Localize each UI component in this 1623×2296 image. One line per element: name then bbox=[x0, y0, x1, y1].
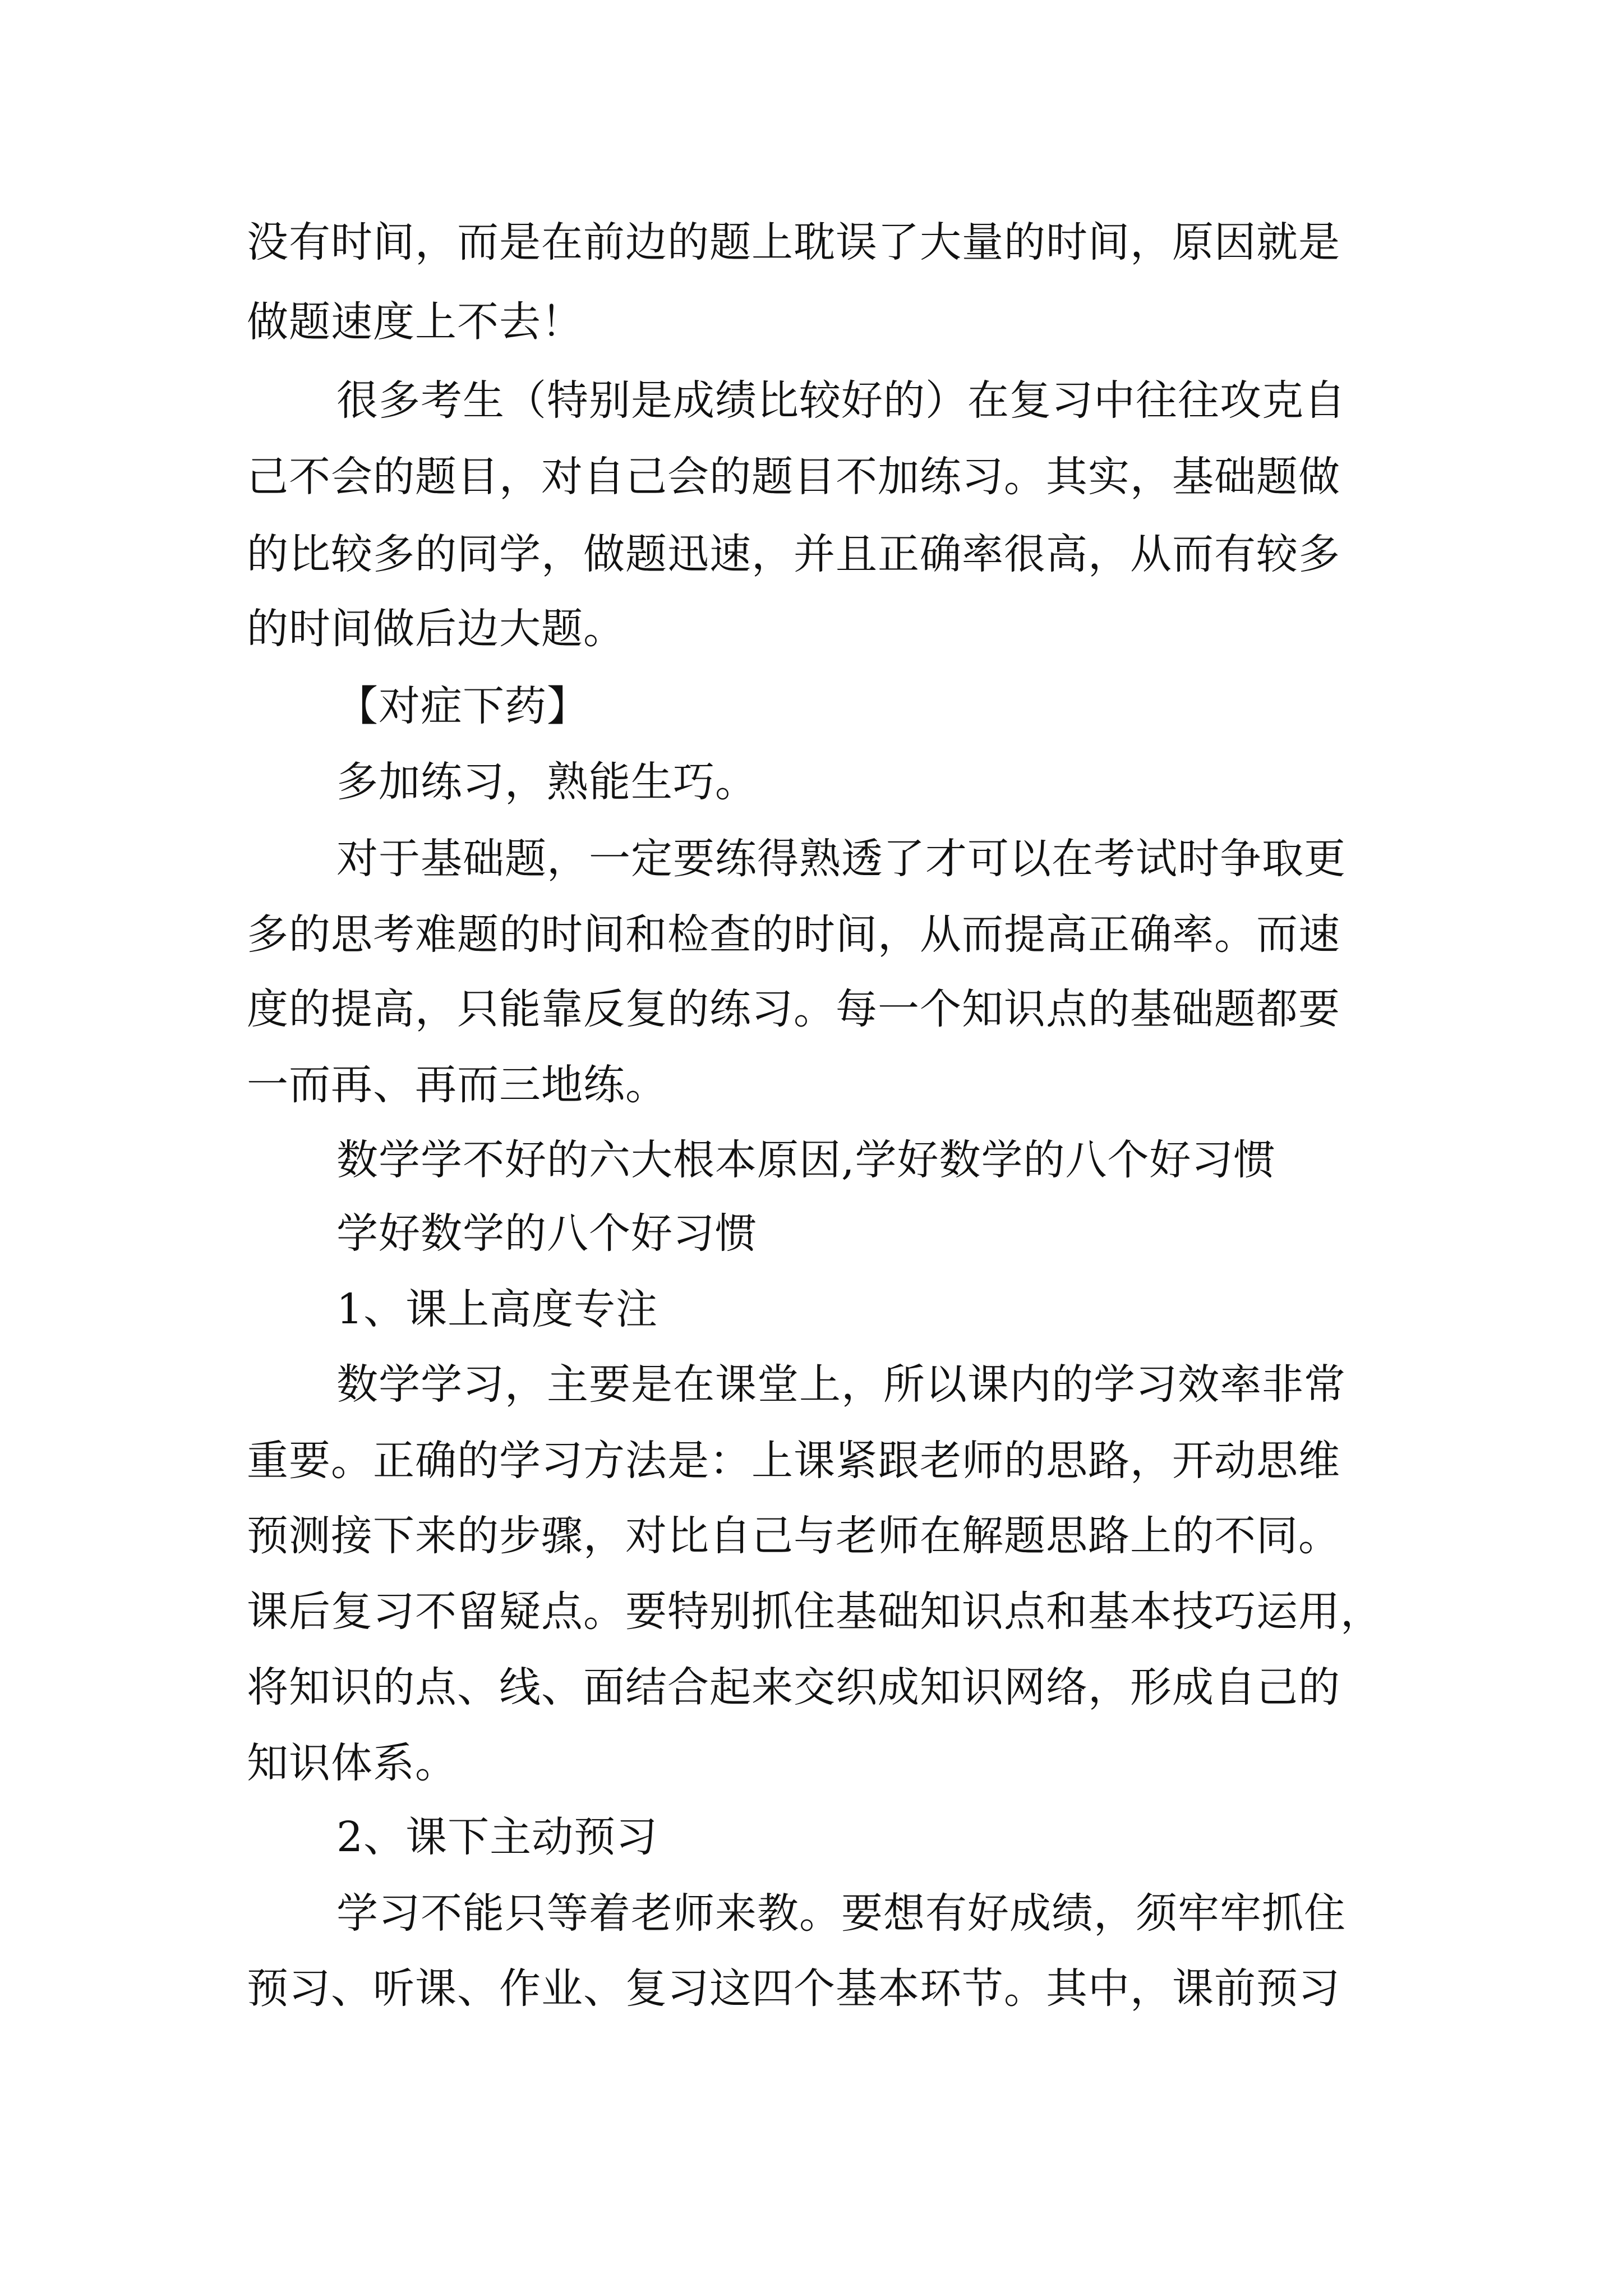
text-line: 很多考生（特别是成绩比较好的）在复习中往往攻克自 bbox=[336, 376, 1346, 425]
text-line: 己不会的题目，对自己会的题目不加练习。其实，基础题做 bbox=[247, 453, 1340, 501]
text-line: 对于基础题，一定要练得熟透了才可以在考试时争取更 bbox=[336, 835, 1346, 883]
text-line: 一而再、再而三地练。 bbox=[247, 1061, 667, 1109]
text-line: 预测接下来的步骤，对比自己与老师在解题思路上的不同。 bbox=[247, 1512, 1340, 1560]
section-heading: 【对症下药】 bbox=[336, 682, 589, 730]
text-line: 数学学不好的六大根本原因,学好数学的八个好习惯 bbox=[336, 1136, 1276, 1184]
text-line: 多加练习，熟能生巧。 bbox=[336, 758, 757, 806]
text-line: 将知识的点、线、面结合起来交织成知识网络，形成自己的 bbox=[247, 1663, 1340, 1711]
text-line: 没有时间，而是在前边的题上耽误了大量的时间，原因就是 bbox=[247, 218, 1340, 266]
text-line: 多的思考难题的时间和检查的时间，从而提高正确率。而速 bbox=[247, 910, 1340, 959]
text-line: 的比较多的同学，做题迅速，并且正确率很高，从而有较多 bbox=[247, 530, 1340, 578]
text-line: 课后复习不留疑点。要特别抓住基础知识点和基本技巧运用， bbox=[247, 1588, 1382, 1636]
text-line: 重要。正确的学习方法是：上课紧跟老师的思路，开动思维 bbox=[247, 1437, 1340, 1485]
section-heading: 学好数学的八个好习惯 bbox=[336, 1209, 757, 1258]
text-line: 的时间做后边大题。 bbox=[247, 605, 625, 653]
text-line: 学习不能只等着老师来教。要想有好成绩，须牢牢抓住 bbox=[336, 1889, 1346, 1938]
text-line: 做题速度上不去！ bbox=[247, 298, 583, 346]
text-line: 度的提高，只能靠反复的练习。每一个知识点的基础题都要 bbox=[247, 985, 1340, 1033]
text-line: 知识体系。 bbox=[247, 1739, 457, 1787]
numbered-heading: 2、课下主动预习 bbox=[336, 1813, 658, 1861]
text-line: 数学学习，主要是在课堂上，所以课内的学习效率非常 bbox=[336, 1360, 1346, 1409]
text-line: 预习、听课、作业、复习这四个基本环节。其中，课前预习 bbox=[247, 1964, 1340, 2013]
numbered-heading: 1、课上高度专注 bbox=[336, 1285, 658, 1333]
